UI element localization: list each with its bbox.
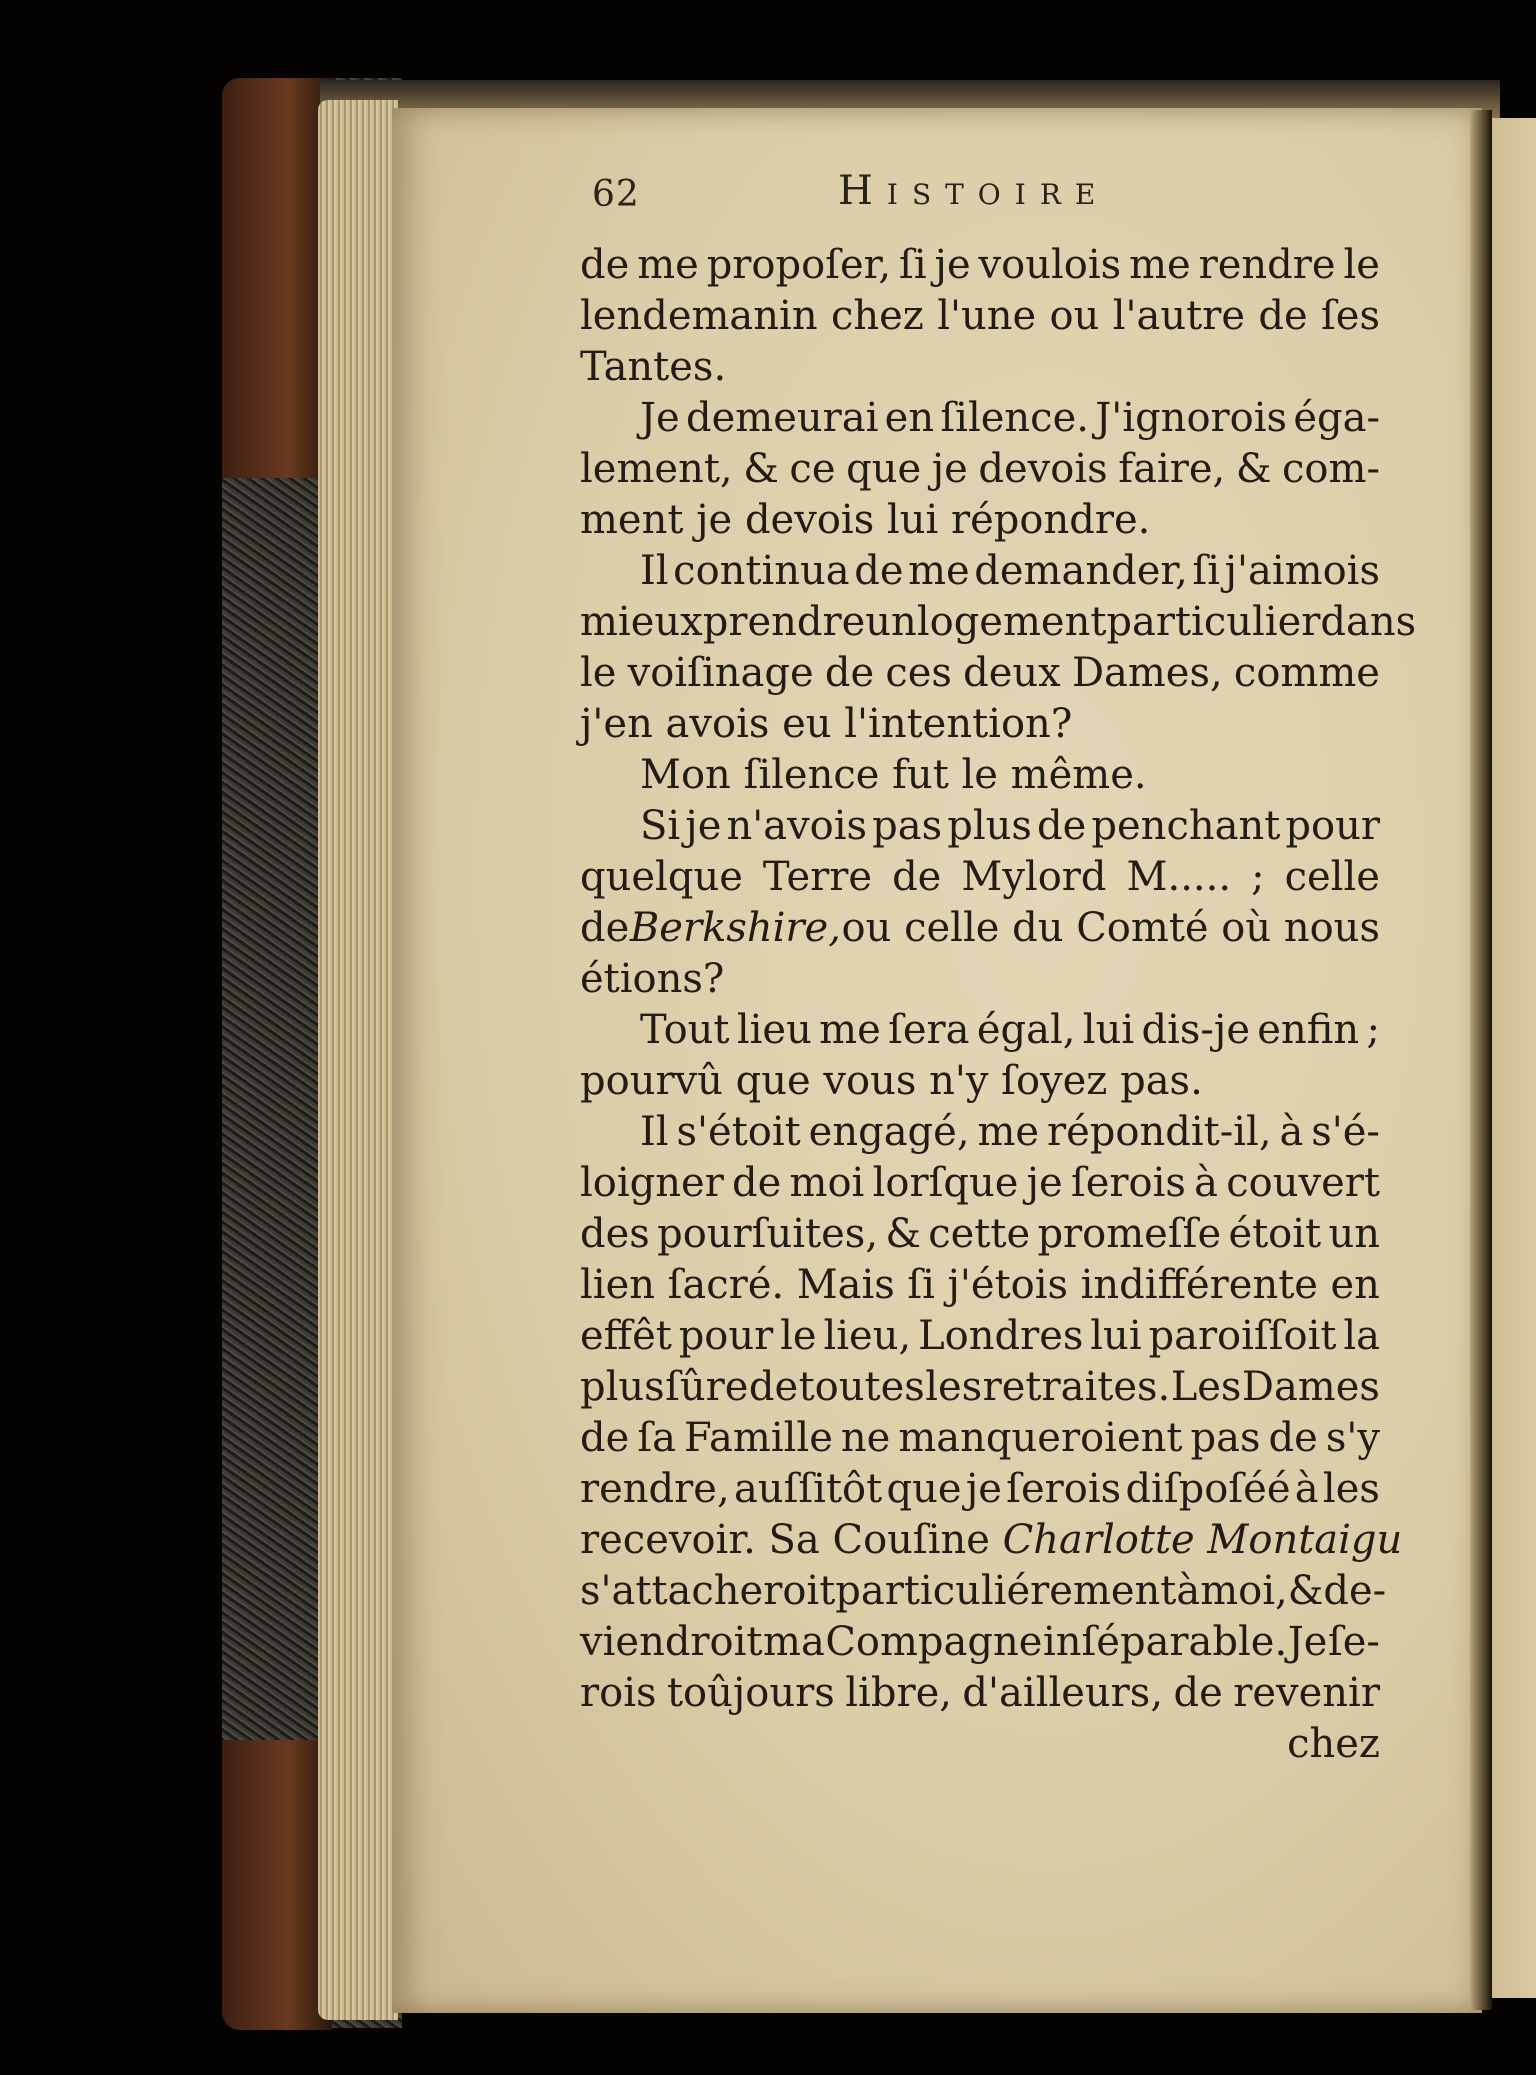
leather-corner-top	[222, 78, 332, 478]
word: faire,	[1118, 446, 1226, 492]
word: Mylord	[961, 854, 1107, 900]
word: viendroit	[580, 1619, 763, 1665]
page-stack	[318, 100, 398, 2020]
text-line	[580, 291, 1380, 342]
word: le	[780, 1313, 817, 1359]
word: pas	[872, 803, 943, 849]
word: lendemanin	[580, 293, 818, 339]
word: l'une	[937, 293, 1037, 339]
word: retraites.	[982, 1364, 1171, 1410]
word: les	[1322, 1466, 1380, 1512]
word: ſi	[907, 1262, 935, 1308]
text-line: pourvû que vous n'y ſoyez pas.	[580, 1058, 1203, 1104]
word: prendre	[702, 599, 866, 645]
word: s'é-	[1311, 1109, 1380, 1155]
text-segment: recevoir. Sa Couſine	[580, 1517, 1003, 1563]
text-line	[580, 1668, 1380, 1719]
word: manqueroient	[898, 1415, 1183, 1461]
word: à	[1176, 1568, 1201, 1614]
word: demeurai	[685, 395, 879, 441]
word: n'avois	[726, 803, 868, 849]
word: à	[1294, 1466, 1319, 1512]
word: je	[931, 446, 968, 492]
word: ſera	[888, 1007, 970, 1053]
word: demander,	[974, 548, 1188, 594]
word: diſpoſéé	[1125, 1466, 1291, 1512]
word: Compagne	[825, 1619, 1043, 1665]
word: la	[1343, 1313, 1380, 1359]
body-text	[580, 240, 1417, 1770]
word: ſacré.	[667, 1262, 785, 1308]
word: étoit	[1228, 1211, 1322, 1257]
leather-corner-bottom	[222, 1740, 332, 2030]
word: que	[846, 446, 922, 492]
word: com-	[1282, 446, 1380, 492]
word: de	[1268, 1415, 1318, 1461]
word: de	[824, 650, 875, 696]
text-line	[580, 903, 1380, 954]
word: Les	[1170, 1364, 1242, 1410]
word: Mais	[796, 1262, 895, 1308]
word: en	[1330, 1262, 1380, 1308]
word: Si	[640, 803, 681, 849]
word: de	[1037, 803, 1087, 849]
word: Dames,	[1071, 650, 1223, 696]
word: à	[1194, 1160, 1219, 1206]
word: me	[908, 548, 970, 594]
word: Je	[1287, 1619, 1328, 1665]
word: indifférente	[1080, 1262, 1318, 1308]
word: lien	[580, 1262, 656, 1308]
word: propoſer,	[706, 242, 892, 288]
word: me	[977, 1109, 1040, 1155]
word: &	[743, 446, 779, 492]
word: ſilence.	[940, 395, 1089, 441]
word: comme	[1233, 650, 1380, 696]
word: revenir	[1233, 1670, 1380, 1716]
text-line	[580, 648, 1380, 699]
text-line: j'en avois eu l'intention?	[580, 701, 1073, 747]
word: &	[885, 1211, 921, 1257]
text-line: ment je devois lui répondre.	[580, 497, 1151, 543]
word: lieu	[736, 1007, 812, 1053]
word: de	[732, 1160, 782, 1206]
text-line	[580, 1515, 1403, 1566]
text-line: Mon ſilence fut le même.	[640, 752, 1147, 798]
word: devois	[978, 446, 1108, 492]
word: penchant	[1091, 803, 1281, 849]
word: s'y	[1325, 1415, 1380, 1461]
text-line	[580, 444, 1380, 495]
word: je	[965, 1466, 1002, 1512]
word: deux	[963, 650, 1061, 696]
word: continua	[673, 548, 850, 594]
text-line	[580, 801, 1380, 852]
word: que	[886, 1466, 962, 1512]
word: Terre	[762, 854, 873, 900]
word: ou	[1049, 293, 1100, 339]
word: inſéparable.	[1042, 1619, 1288, 1665]
running-title: Histoire	[838, 168, 1110, 214]
word: de	[580, 1415, 630, 1461]
word: de-	[1323, 1568, 1387, 1614]
word: de	[1173, 1670, 1223, 1716]
text-segment: de	[580, 905, 630, 951]
word: d'ailleurs,	[962, 1670, 1164, 1716]
text-line	[580, 1209, 1380, 1260]
word: &	[1235, 446, 1272, 492]
word: celle	[1284, 854, 1380, 900]
word: cette	[928, 1211, 1031, 1257]
word: de	[892, 854, 942, 900]
word: ;	[1366, 1007, 1380, 1053]
word: j'aimois	[1224, 548, 1380, 594]
word: ſa	[637, 1415, 676, 1461]
word: les	[925, 1364, 983, 1410]
word: particuliérement	[835, 1568, 1177, 1614]
word: loigner	[580, 1160, 724, 1206]
word: je	[1026, 1160, 1063, 1206]
page-number: 62	[592, 174, 640, 215]
word: de	[1258, 293, 1308, 339]
text-line	[580, 240, 1380, 291]
word: Je	[640, 395, 680, 441]
word: ſerois	[1070, 1160, 1186, 1206]
text-line: étions?	[580, 956, 725, 1002]
word: toutes	[798, 1364, 925, 1410]
word: rendre,	[580, 1466, 730, 1512]
word: lorſque	[872, 1160, 1019, 1206]
text-line	[580, 1617, 1380, 1668]
word: moi,	[1200, 1568, 1288, 1614]
word: ſerois	[1006, 1466, 1122, 1512]
word: répondit-il,	[1047, 1109, 1272, 1155]
word: je	[685, 803, 722, 849]
text-segment: ou celle du Comté où nous	[841, 905, 1380, 951]
text-line	[580, 1311, 1380, 1362]
word: voulois	[978, 242, 1122, 288]
text-line	[580, 1005, 1380, 1056]
text-line	[580, 1413, 1380, 1464]
word: rendre	[1198, 242, 1336, 288]
word: l'autre	[1112, 293, 1245, 339]
word: lieu,	[823, 1313, 912, 1359]
word: lui	[1090, 1313, 1142, 1359]
text-line	[580, 1107, 1380, 1158]
text-line	[580, 393, 1380, 444]
word: ;	[1251, 854, 1265, 900]
word: Famille	[684, 1415, 833, 1461]
word: Il	[640, 548, 669, 594]
italic-name: Berkshire,	[629, 905, 841, 951]
word: plus	[947, 803, 1032, 849]
word: mieux	[580, 599, 703, 645]
word: quelque	[580, 854, 743, 900]
word: enfin	[1257, 1007, 1360, 1053]
page-header	[592, 168, 1382, 228]
word: &	[1287, 1568, 1324, 1614]
word: ces	[885, 650, 952, 696]
word: ſûre	[665, 1364, 749, 1410]
text-line	[580, 1566, 1387, 1617]
word: ſi	[1192, 548, 1221, 594]
word: un	[865, 599, 917, 645]
catchword: chez	[1287, 1721, 1380, 1767]
word: de	[580, 242, 630, 288]
word: libre,	[845, 1670, 952, 1716]
text-line	[580, 597, 1417, 648]
word: me	[819, 1007, 881, 1053]
word: Il	[640, 1109, 669, 1155]
word: le	[1343, 242, 1380, 288]
word: ma	[763, 1619, 825, 1665]
word: plus	[580, 1364, 665, 1410]
word: me	[1129, 242, 1191, 288]
word: égal,	[976, 1007, 1076, 1053]
word: voiſinage	[627, 650, 814, 696]
word: dis-je	[1141, 1007, 1250, 1053]
text-line	[580, 852, 1380, 903]
word: Dames	[1241, 1364, 1380, 1410]
italic-name: Charlotte Montaigu	[1002, 1517, 1403, 1563]
text-line	[580, 546, 1380, 597]
word: je	[934, 242, 971, 288]
word: promeſſe	[1037, 1211, 1222, 1257]
word: ſes	[1320, 293, 1380, 339]
word: en	[884, 395, 935, 441]
word: j'étois	[947, 1262, 1069, 1308]
word: s'attacheroit	[580, 1568, 836, 1614]
word: toûjours	[666, 1670, 835, 1716]
word: des	[580, 1211, 650, 1257]
word: effêt	[580, 1313, 672, 1359]
word: pour	[678, 1313, 774, 1359]
word: éga-	[1293, 395, 1380, 441]
word: pas	[1190, 1415, 1261, 1461]
word: de	[854, 548, 904, 594]
word: logement	[916, 599, 1107, 645]
word: pourſuites,	[657, 1211, 879, 1257]
word: un	[1328, 1211, 1380, 1257]
gutter-shadow	[1470, 110, 1492, 2010]
word: paroiſſoit	[1148, 1313, 1337, 1359]
word: chez	[830, 293, 924, 339]
word: le	[580, 650, 617, 696]
word: rois	[580, 1670, 657, 1716]
word: ce	[789, 446, 836, 492]
word: Tout	[640, 1007, 730, 1053]
word: lui	[1082, 1007, 1135, 1053]
word: me	[637, 242, 699, 288]
word: moi	[789, 1160, 865, 1206]
word: M.....	[1126, 854, 1232, 900]
word: ne	[840, 1415, 891, 1461]
word: couvert	[1226, 1160, 1380, 1206]
word: pour	[1285, 803, 1380, 849]
word: s'étoit	[676, 1109, 801, 1155]
word: particulier	[1106, 599, 1321, 645]
text-line: Tantes.	[580, 344, 727, 390]
facing-page-edge	[1490, 118, 1536, 1998]
word: lement,	[580, 446, 733, 492]
word: ſe-	[1327, 1619, 1380, 1665]
word: à	[1279, 1109, 1304, 1155]
text-line	[580, 1464, 1380, 1515]
word: engagé,	[808, 1109, 970, 1155]
text-line	[580, 1260, 1380, 1311]
word: Londres	[918, 1313, 1084, 1359]
text-line	[580, 1362, 1380, 1413]
text-line	[580, 1158, 1380, 1209]
word: dans	[1320, 599, 1417, 645]
word: J'ignorois	[1095, 395, 1288, 441]
word: auſſitôt	[733, 1466, 883, 1512]
word: de	[748, 1364, 799, 1410]
word: ſi	[899, 242, 927, 288]
